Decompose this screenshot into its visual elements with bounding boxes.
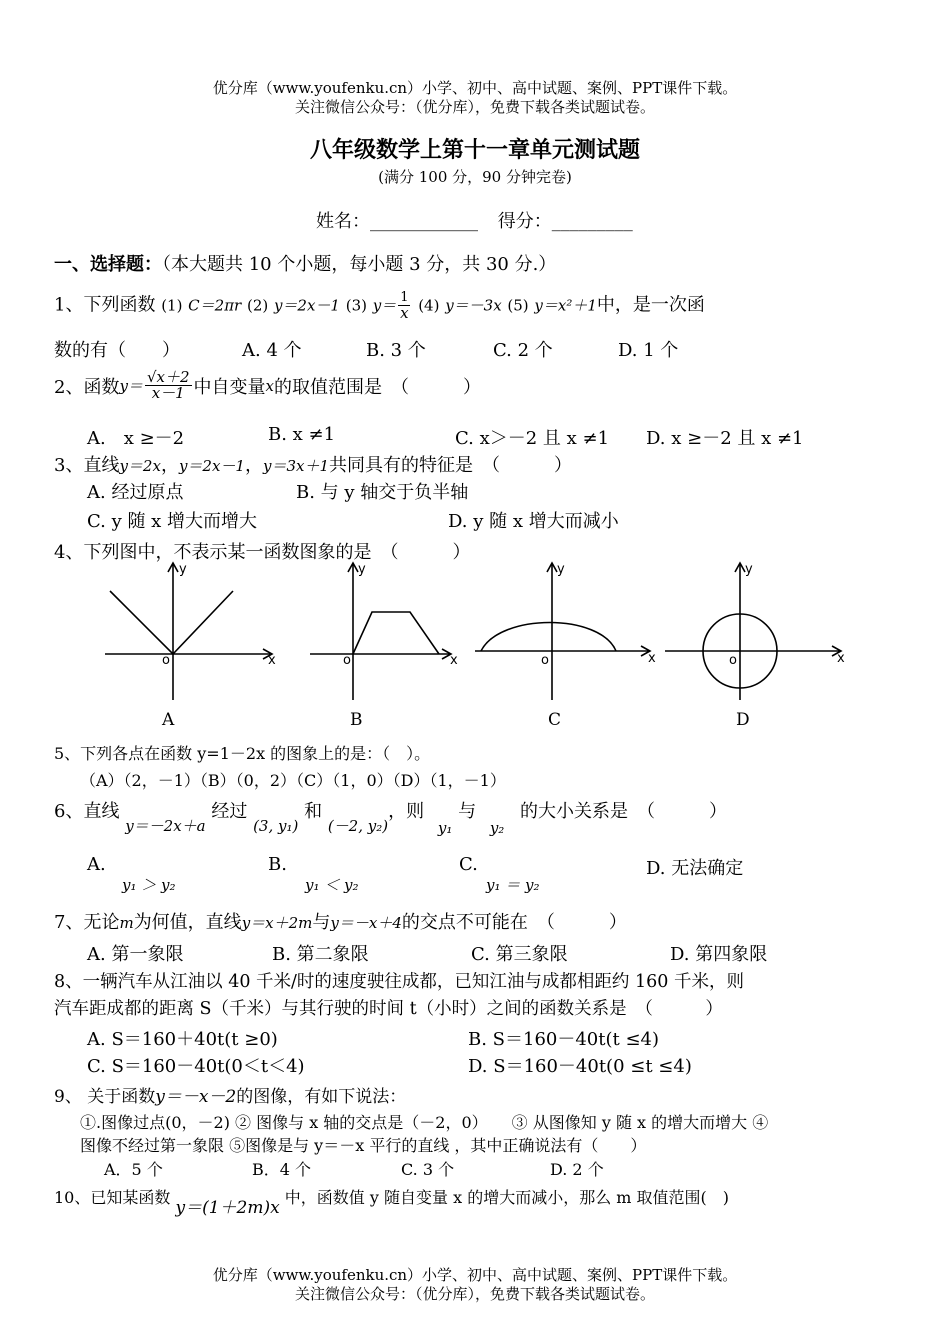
- q3-formula-3: y＝3x＋1: [262, 457, 329, 475]
- question-5: 5、下列各点在函数 y=1－2x 的图象上的是：（ ）。: [54, 744, 431, 763]
- q1-formula-1: C＝2πr: [188, 296, 242, 315]
- page-subtitle: (满分 100 分，90 分钟完卷): [378, 168, 572, 186]
- graph-b[interactable]: [310, 563, 451, 700]
- q2-option-d[interactable]: D. x ≥－2 且 x ≠1: [646, 428, 804, 449]
- q3-option-d[interactable]: D. y 随 x 增大而减小: [448, 511, 619, 532]
- q9-option-a[interactable]: A．5 个: [104, 1160, 163, 1179]
- q3-option-b[interactable]: B. 与 y 轴交于负半轴: [296, 482, 469, 503]
- q7-option-a[interactable]: A. 第一象限: [87, 944, 184, 965]
- q1-item-label: (3): [345, 296, 367, 315]
- question-8-line-2: 汽车距成都的距离 S（千米）与其行驶的时间 t（小时）之间的函数关系是 （ ）: [54, 999, 723, 1019]
- q1-option-c[interactable]: C. 2 个: [493, 340, 553, 361]
- q1-item-label: (4): [418, 296, 440, 315]
- q4-label-a[interactable]: A: [162, 710, 175, 730]
- section-heading: [54, 250, 556, 276]
- q8-option-d[interactable]: D. S＝160－40t(0 ≤t ≤4): [468, 1056, 692, 1077]
- footer-line-1: 优分库（www.youfenku.cn）小学、初中、高中试题、案例、PPT课件下载。: [212, 1266, 738, 1284]
- question-3: 3、直线y＝2x，y＝2x－1，y＝3x＋1共同具有的特征是 （ ）: [54, 455, 572, 476]
- q7-option-c[interactable]: C. 第三象限: [471, 944, 568, 965]
- question-6: [54, 797, 728, 837]
- question-1: [54, 290, 705, 321]
- q7-option-b[interactable]: B. 第二象限: [272, 944, 369, 965]
- q6-text: 经过: [211, 801, 248, 822]
- question-10: [54, 1183, 730, 1218]
- q4-label-d[interactable]: D: [736, 710, 750, 730]
- q9-statements-1: ①.图像过点(0，－2) ② 图像与 x 轴的交点是（－2，0） ③ 从图像知 y 随 x 的增大而增大 ④: [80, 1113, 769, 1132]
- graph-c-origin: o: [541, 653, 549, 668]
- q6-point-1: (3, y₁): [253, 817, 299, 835]
- q4-label-b[interactable]: B: [350, 710, 363, 730]
- graph-b-origin: o: [343, 653, 351, 668]
- q2-var: x: [265, 376, 274, 395]
- q6-point-2: (－2, y₂): [327, 817, 389, 835]
- q7-prefix: 7、无论: [54, 912, 120, 933]
- name-label: 姓名：: [316, 211, 370, 232]
- q1-item-label: (1): [161, 296, 183, 315]
- q1-frac-den: x: [400, 304, 409, 322]
- q9-statements-2: 图像不经过第一象限 ⑤图像是与 y＝－x 平行的直线 ，其中正确说法有（ ）: [80, 1136, 647, 1155]
- q2-option-c[interactable]: C. x＞－2 且 x ≠1: [455, 428, 610, 449]
- q2-fraction: [145, 370, 192, 401]
- graph-a[interactable]: [105, 563, 272, 700]
- q7-formula-2: y＝－x＋4: [330, 914, 402, 932]
- q6-var-2: y₂: [489, 819, 505, 837]
- score-label: 得分：: [497, 211, 552, 232]
- student-info: [316, 207, 633, 233]
- q10-formula: y＝(1＋2m)x: [175, 1198, 280, 1218]
- q6-option-b-label[interactable]: B.: [268, 854, 287, 875]
- graph-c[interactable]: [475, 563, 650, 700]
- graph-d-y-label: y: [745, 562, 753, 577]
- question-2: [54, 370, 481, 401]
- q2-prefix: 2、函数: [54, 376, 120, 398]
- q1-suffix: 中，是一次函: [596, 294, 705, 316]
- q1-frac-num: 1: [400, 290, 409, 305]
- graph-c-x-label: x: [648, 651, 656, 666]
- q1-option-a[interactable]: A. 4 个: [242, 340, 302, 361]
- graph-a-y-label: y: [179, 562, 187, 577]
- q10-prefix: 10、已知某函数: [54, 1188, 171, 1207]
- q7-option-d[interactable]: D. 第四象限: [670, 944, 768, 965]
- graph-b-x-label: x: [450, 653, 458, 668]
- q9-option-b[interactable]: B．4 个: [252, 1160, 312, 1179]
- q7-var-m: m: [119, 914, 134, 932]
- graph-a-curve: [110, 591, 233, 654]
- graph-d-origin: o: [729, 653, 737, 668]
- q10-suffix: 中，函数值 y 随自变量 x 的增大而减小，那么 m 取值范围( ): [284, 1188, 730, 1207]
- graph-b-y-label: y: [358, 562, 366, 577]
- q6-var-1: y₁: [437, 819, 453, 837]
- score-field[interactable]: _________: [551, 211, 633, 232]
- q6-formula: y＝－2x＋a: [125, 817, 206, 835]
- q1-option-d[interactable]: D. 1 个: [618, 340, 679, 361]
- q5-options[interactable]: （A）（2，－1）（B）（0，2）（C）（1，0）（D）（1，－1）: [80, 771, 506, 790]
- q1-item-label: (2): [246, 296, 269, 315]
- name-field[interactable]: ____________: [370, 211, 478, 232]
- footer-line-2: 关注微信公众号：（优分库），免费下载各类试题试卷。: [294, 1285, 655, 1303]
- header-line-1: 优分库（www.youfenku.cn）小学、初中、高中试题、案例、PPT课件下载。: [212, 79, 738, 97]
- q1-formula-4: y＝－3x: [445, 296, 502, 315]
- question-7: [54, 908, 627, 934]
- q7-text: 为何值，直线: [133, 912, 242, 933]
- q7-text: 与: [312, 912, 331, 933]
- q9-suffix: 的图像，有如下说法：: [236, 1087, 407, 1107]
- q9-prefix: 9、 关于函数: [54, 1087, 156, 1107]
- q6-text: 和: [304, 801, 323, 822]
- q3-option-a[interactable]: A. 经过原点: [87, 482, 184, 503]
- q2-frac-den: x－1: [151, 384, 185, 402]
- header-line-2: 关注微信公众号：（优分库），免费下载各类试题试卷。: [294, 98, 655, 116]
- q2-frac-num: √x＋2: [146, 368, 190, 386]
- q1-fraction: [398, 290, 410, 321]
- q6-option-a[interactable]: y₁ ＞ y₂: [122, 876, 176, 894]
- q3-suffix: 共同具有的特征是 （ ）: [329, 455, 572, 476]
- q8-option-b[interactable]: B. S＝160－40t(t ≤4): [468, 1029, 660, 1050]
- q3-option-c[interactable]: C. y 随 x 增大而增大: [87, 511, 258, 532]
- q2-suffix: 的取值范围是 （ ）: [273, 376, 481, 398]
- page-title: 八年级数学上第十一章单元测试题: [309, 137, 640, 163]
- graph-d[interactable]: [665, 563, 841, 700]
- q1-option-b[interactable]: B. 3 个: [366, 340, 426, 361]
- q2-formula-y: y＝: [119, 377, 143, 395]
- section-title: 一、选择题：: [54, 254, 162, 275]
- q7-suffix: 的交点不可能在 （ ）: [401, 912, 627, 933]
- q2-option-a[interactable]: A. x ≥－2: [87, 428, 185, 449]
- q8-option-a[interactable]: A. S＝160＋40t(t ≥0): [87, 1029, 278, 1050]
- graph-c-curve: [481, 623, 616, 652]
- graph-a-x-label: x: [268, 653, 276, 668]
- q1-formula-3: y＝: [372, 296, 397, 315]
- graph-a-origin: o: [162, 653, 170, 668]
- q8-option-c[interactable]: C. S＝160－40t(0＜t＜4): [87, 1056, 305, 1077]
- q2-option-b[interactable]: B. x ≠1: [268, 424, 336, 445]
- question-9: [54, 1082, 406, 1107]
- q1-item-label: (5): [507, 296, 529, 315]
- q4-label-c[interactable]: C: [548, 710, 562, 730]
- q6-option-d[interactable]: D. 无法确定: [646, 858, 744, 879]
- graph-d-x-label: x: [837, 651, 845, 666]
- q4-graphs: [100, 558, 860, 708]
- q9-option-c[interactable]: C. 3 个: [401, 1160, 455, 1179]
- q3-prefix: 3、直线: [54, 455, 120, 476]
- q1-formula-5: y＝x²＋1: [534, 296, 597, 315]
- q6-option-b[interactable]: y₁ ＜ y₂: [305, 876, 359, 894]
- q7-formula-1: y＝x＋2m: [241, 914, 313, 932]
- q6-prefix: 6、直线: [54, 801, 120, 822]
- q1-line-2: 数的有（ ）: [54, 340, 180, 361]
- q6-option-c-label[interactable]: C.: [459, 854, 478, 875]
- q3-formula-1: y＝2x: [119, 457, 161, 475]
- q1-formula-2: y＝2x－1: [273, 296, 340, 315]
- q1-prefix: 1、下列函数: [54, 294, 156, 316]
- q6-text: ，则: [388, 801, 425, 822]
- q6-option-c[interactable]: y₁ ＝ y₂: [486, 876, 540, 894]
- q9-formula: y＝－x－2: [155, 1087, 237, 1107]
- question-8-line-1: 8、一辆汽车从江油以 40 千米/时的速度驶往成都，已知江油与成都相距约 160 千米，则: [54, 972, 744, 992]
- graph-c-y-label: y: [557, 562, 565, 577]
- q6-suffix: 的大小关系是 （ ）: [520, 801, 728, 822]
- section-note: （本大题共 10 个小题，每小题 3 分，共 30 分.）: [162, 254, 557, 275]
- graph-b-curve: [353, 612, 439, 654]
- q2-mid: 中自变量: [193, 376, 266, 398]
- question-4: 4、下列图中，不表示某一函数图象的是 （ ）: [54, 542, 471, 563]
- q3-formula-2: y＝2x－1: [178, 457, 245, 475]
- q9-option-d[interactable]: D. 2 个: [550, 1160, 604, 1179]
- q6-text: 与: [458, 801, 477, 822]
- q6-option-a-label[interactable]: A.: [87, 854, 106, 875]
